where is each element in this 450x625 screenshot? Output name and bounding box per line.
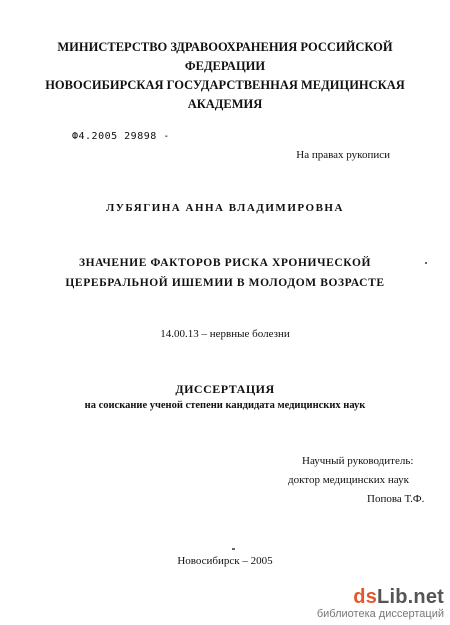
registration-stamp: Ф4.2005 29898 -	[72, 131, 170, 142]
author-name: ЛУБЯГИНА АННА ВЛАДИМИРОВНА	[106, 202, 344, 214]
city-year: Новосибирск – 2005	[177, 555, 273, 567]
logo-lib: Lib	[377, 586, 408, 608]
supervisor-block	[270, 452, 435, 509]
scan-speck	[232, 548, 235, 550]
institution-line: МИНИСТЕРСТВО ЗДРАВООХРАНЕНИЯ РОССИЙСКОЙ	[57, 40, 393, 54]
scan-speck	[425, 262, 427, 264]
dissertation-title	[0, 253, 450, 293]
logo-ds: ds	[353, 586, 378, 608]
title-line: ЦЕРЕБРАЛЬНОЙ ИШЕМИИ В МОЛОДОМ ВОЗРАСТЕ	[65, 277, 385, 289]
specialty-code: 14.00.13 – нервные болезни	[160, 328, 290, 340]
institution-line: ФЕДЕРАЦИИ	[184, 59, 266, 73]
rights-note: На правах рукописи	[296, 149, 390, 161]
supervisor-rank: доктор медицинских наук	[288, 474, 409, 486]
watermark-subtitle: библиотека диссертаций	[316, 608, 444, 620]
degree-line: на соискание ученой степени кандидата медицинских наук	[84, 400, 366, 411]
supervisor-label: Научный руководитель:	[302, 455, 414, 467]
institution-header	[0, 38, 450, 114]
institution-line: АКАДЕМИЯ	[187, 97, 263, 111]
dslib-watermark	[317, 586, 444, 621]
dslib-logo	[317, 586, 444, 608]
title-line: ЗНАЧЕНИЕ ФАКТОРОВ РИСКА ХРОНИЧЕСКОЙ	[78, 257, 372, 269]
institution-line: НОВОСИБИРСКАЯ ГОСУДАРСТВЕННАЯ МЕДИЦИНСКАЯ	[45, 78, 405, 92]
supervisor-name: Попова Т.Ф.	[367, 493, 425, 505]
logo-net: .net	[407, 586, 444, 608]
dissertation-heading: ДИССЕРТАЦИЯ	[175, 382, 275, 396]
